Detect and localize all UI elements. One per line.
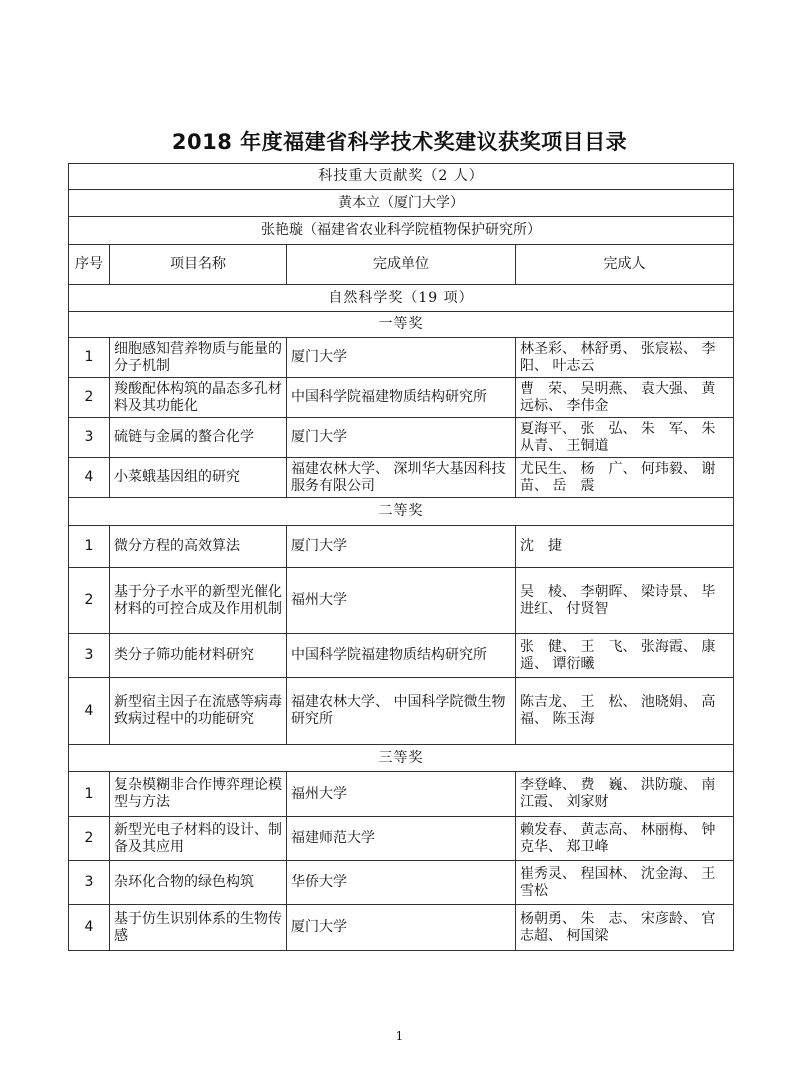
table-row bbox=[69, 378, 734, 418]
grade-label: 三等奖 bbox=[69, 745, 734, 772]
completion-people: 陈吉龙、 王 松、 池晓娟、 高 福、 陈玉海 bbox=[516, 678, 734, 745]
row-number: 1 bbox=[69, 338, 110, 378]
completion-unit: 福建农林大学、 深圳华大基因科技服务有限公司 bbox=[287, 458, 516, 498]
grade-label: 二等奖 bbox=[69, 498, 734, 526]
completion-unit: 厦门大学 bbox=[287, 418, 516, 458]
row-number: 4 bbox=[69, 905, 110, 951]
table-row bbox=[69, 418, 734, 458]
column-header-row bbox=[69, 245, 734, 285]
completion-unit: 厦门大学 bbox=[287, 526, 516, 568]
project-name: 微分方程的高效算法 bbox=[110, 526, 287, 568]
project-name: 新型光电子材料的设计、制备及其应用 bbox=[110, 817, 287, 861]
grade-header-row bbox=[69, 498, 734, 526]
completion-people: 崔秀灵、 程国林、 沈金海、 王雪松 bbox=[516, 861, 734, 905]
completion-unit: 福建师范大学 bbox=[287, 817, 516, 861]
row-number: 2 bbox=[69, 378, 110, 418]
completion-people: 李登峰、 费 巍、 洪防璇、 南江霞、 刘家财 bbox=[516, 772, 734, 817]
completion-people: 尤民生、 杨 广、 何玮毅、 谢 苗、 岳 震 bbox=[516, 458, 734, 498]
natural-science-header: 自然科学奖（19 项） bbox=[69, 285, 734, 312]
row-number: 3 bbox=[69, 861, 110, 905]
project-name: 基于仿生识别体系的生物传感 bbox=[110, 905, 287, 951]
completion-people: 沈 捷 bbox=[516, 526, 734, 568]
completion-unit: 华侨大学 bbox=[287, 861, 516, 905]
major-award-header-row bbox=[69, 164, 734, 190]
major-award-person: 黄本立（厦门大学） bbox=[69, 190, 734, 217]
project-name: 基于分子水平的新型光催化材料的可控合成及作用机制 bbox=[110, 568, 287, 634]
grade-label: 一等奖 bbox=[69, 312, 734, 338]
row-number: 2 bbox=[69, 568, 110, 634]
major-award-person-row bbox=[69, 190, 734, 217]
project-name: 羧酸配体构筑的晶态多孔材料及其功能化 bbox=[110, 378, 287, 418]
completion-unit: 厦门大学 bbox=[287, 338, 516, 378]
awards-table bbox=[68, 163, 734, 951]
table-row bbox=[69, 526, 734, 568]
table-row bbox=[69, 634, 734, 678]
project-name: 新型宿主因子在流感等病毒致病过程中的功能研究 bbox=[110, 678, 287, 745]
column-header-unit: 完成单位 bbox=[287, 245, 516, 285]
row-number: 4 bbox=[69, 458, 110, 498]
completion-unit: 厦门大学 bbox=[287, 905, 516, 951]
table-row bbox=[69, 568, 734, 634]
completion-people: 曹 荣、 吴明燕、 袁大强、 黄远标、 李伟金 bbox=[516, 378, 734, 418]
completion-unit: 福州大学 bbox=[287, 772, 516, 817]
table-row bbox=[69, 861, 734, 905]
project-name: 杂环化合物的绿色构筑 bbox=[110, 861, 287, 905]
page-number: 1 bbox=[395, 1029, 404, 1043]
completion-unit: 中国科学院福建物质结构研究所 bbox=[287, 634, 516, 678]
row-number: 2 bbox=[69, 817, 110, 861]
major-award-person-row bbox=[69, 217, 734, 245]
project-name: 小菜蛾基因组的研究 bbox=[110, 458, 287, 498]
completion-people: 赖发春、 黄志高、 林丽梅、 钟克华、 郑卫峰 bbox=[516, 817, 734, 861]
table-row bbox=[69, 772, 734, 817]
major-award-header: 科技重大贡献奖（2 人） bbox=[69, 164, 734, 190]
table-row bbox=[69, 338, 734, 378]
table-row bbox=[69, 678, 734, 745]
table-row bbox=[69, 458, 734, 498]
table-row bbox=[69, 817, 734, 861]
grade-header-row bbox=[69, 745, 734, 772]
natural-science-header-row bbox=[69, 285, 734, 312]
completion-people: 夏海平、 张 弘、 朱 军、 朱从青、 王铜道 bbox=[516, 418, 734, 458]
completion-people: 林圣彩、 林舒勇、 张宸崧、 李 阳、 叶志云 bbox=[516, 338, 734, 378]
completion-people: 张 健、 王 飞、 张海霞、 康 遥、 谭衍曦 bbox=[516, 634, 734, 678]
grade-header-row bbox=[69, 312, 734, 338]
row-number: 3 bbox=[69, 634, 110, 678]
row-number: 4 bbox=[69, 678, 110, 745]
project-name: 细胞感知营养物质与能量的分子机制 bbox=[110, 338, 287, 378]
row-number: 3 bbox=[69, 418, 110, 458]
completion-unit: 中国科学院福建物质结构研究所 bbox=[287, 378, 516, 418]
column-header-project: 项目名称 bbox=[110, 245, 287, 285]
project-name: 硫链与金属的螯合化学 bbox=[110, 418, 287, 458]
document-title: 2018 年度福建省科学技术奖建议获奖项目目录 bbox=[171, 130, 628, 154]
column-header-number: 序号 bbox=[69, 245, 110, 285]
project-name: 复杂模糊非合作博弈理论模型与方法 bbox=[110, 772, 287, 817]
project-name: 类分子筛功能材料研究 bbox=[110, 634, 287, 678]
completion-people: 杨朝勇、 朱 志、 宋彦龄、 官志超、 柯国梁 bbox=[516, 905, 734, 951]
completion-unit: 福州大学 bbox=[287, 568, 516, 634]
completion-people: 吴 棱、 李朝晖、 梁诗景、 毕进红、 付贤智 bbox=[516, 568, 734, 634]
column-header-people: 完成人 bbox=[516, 245, 734, 285]
table-row bbox=[69, 905, 734, 951]
row-number: 1 bbox=[69, 526, 110, 568]
major-award-person: 张艳璇（福建省农业科学院植物保护研究所） bbox=[69, 217, 734, 245]
completion-unit: 福建农林大学、 中国科学院微生物研究所 bbox=[287, 678, 516, 745]
row-number: 1 bbox=[69, 772, 110, 817]
